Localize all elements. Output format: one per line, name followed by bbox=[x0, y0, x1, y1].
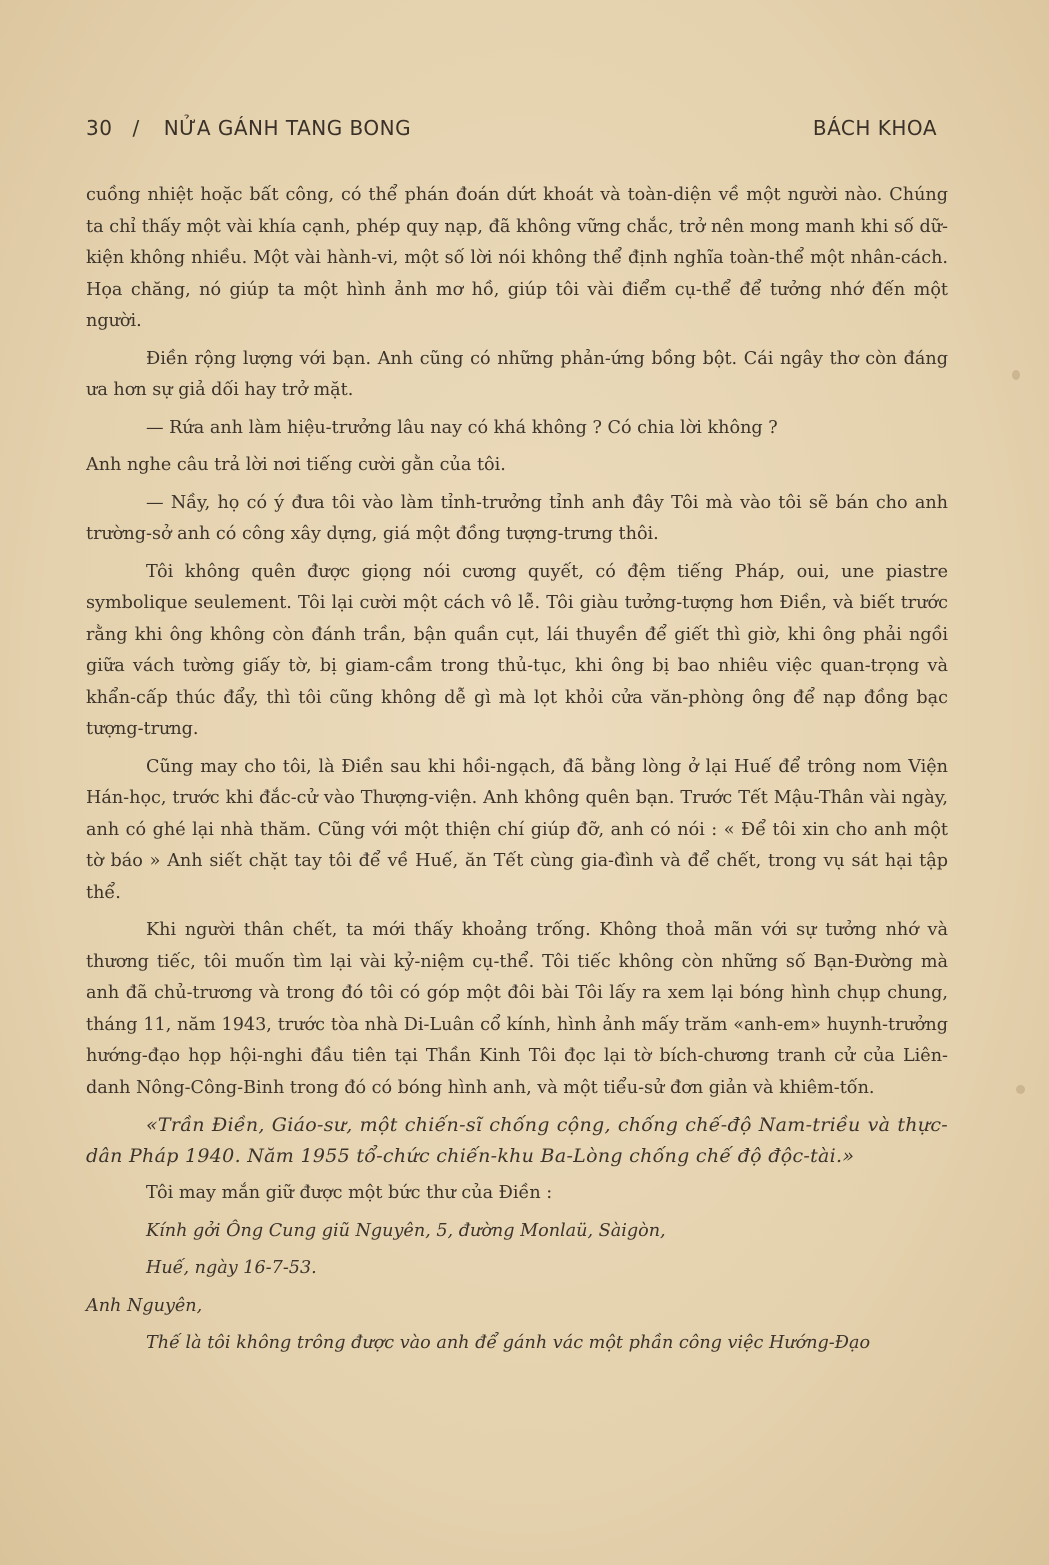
paper-stain bbox=[1016, 1085, 1025, 1094]
letter-text: Thế là tôi không trông được vào anh để gánh vác một phần công việc Hướng-Đạo bbox=[146, 1333, 871, 1353]
page-header bbox=[86, 116, 937, 140]
letter-address: Kính gởi Ông Cung giũ Nguyên, 5, đường Monlaü, Sàigòn, bbox=[146, 1220, 666, 1241]
page-number: 30 bbox=[86, 116, 113, 140]
dialogue-line: — Nầy, họ có ý đưa tôi vào làm tỉnh-trưởng tỉnh anh đây Tôi mà vào tôi sẽ bán cho anh trường-sở anh có công xây dựng, giá một đồng tượng-trưng thôi. bbox=[86, 492, 948, 544]
paragraph: Điền rộng lượng với bạn. Anh cũng có những phản-ứng bồng bột. Cái ngây thơ còn đáng ưa hơn sự giả dối hay trở mặt. bbox=[86, 348, 948, 400]
journal-name: BÁCH KHOA bbox=[812, 116, 937, 140]
paragraph: Cũng may cho tôi, là Điền sau khi hồi-ngạch, đã bằng lòng ở lại Huế để trông nom Viện Hán-học, trước khi đắc-cử vào Thượng-viện. Anh không quên bạn. Trước Tết Mậu-Thân vài ngày, anh có ghé lại nhà thăm. Cũng với một thiện chí giúp đỡ, anh có nói : « Để tôi xin cho anh một tờ báo » Anh siết chặt tay tôi để về Huế, ăn Tết cùng gia-đình và để chết, trong vụ sát hại tập thể. bbox=[86, 756, 948, 903]
article-body bbox=[86, 180, 948, 1364]
header-separator: / bbox=[132, 116, 140, 140]
dialogue-line: — Rứa anh làm hiệu-trưởng lâu nay có khá không ? Có chia lời không ? bbox=[146, 417, 778, 438]
paragraph: cuồng nhiệt hoặc bất công, có thể phán đoán dứt khoát và toàn-diện về một người nào. Chúng ta chỉ thấy một vài khía cạnh, phép quy nạp, đã không vững chắc, trở nên mong manh khi số dữ-kiện không nhiều. Một vài hành-vi, một số lời nói không thể định nghĩa toàn-thể một nhân-cách. Họa chăng, nó giúp ta một hình ảnh mơ hồ, giúp tôi vài điểm cụ-thể để tưởng nhớ đến một người. bbox=[86, 185, 948, 331]
letter-salutation: Anh Nguyên, bbox=[86, 1295, 203, 1316]
paragraph: Anh nghe câu trả lời nơi tiếng cười gằn của tôi. bbox=[86, 455, 506, 475]
paper-stain bbox=[1012, 370, 1020, 380]
letter-date: Huế, ngày 16-7-53. bbox=[146, 1258, 317, 1278]
biography-quote: «Trần Điền, Giáo-sư, một chiến-sĩ chống cộng, chống chế-độ Nam-triều và thực-dân Pháp 1940. Năm 1955 tổ-chức chiến-khu Ba-Lòng chống chế độ độc-tài.» bbox=[86, 1114, 948, 1167]
letter-intro: Tôi may mắn giữ được một bức thư của Điền : bbox=[146, 1183, 553, 1203]
article-title: NỬA GÁNH TANG BONG bbox=[163, 116, 412, 140]
paragraph: Khi người thân chết, ta mới thấy khoảng trống. Không thoả mãn với sự tưởng nhớ và thương tiếc, tôi muốn tìm lại vài kỷ-niệm cụ-thể. Tôi tiếc không còn những số Bạn-Đường mà anh đã chủ-trương và trong đó tôi có góp một đôi bài Tôi lấy ra xem lại bóng hình chụp chung, tháng 11, năm 1943, trước tòa nhà Di-Luân cổ kính, hình ảnh mấy trăm «anh-em» huynh-trưởng hướng-đạo họp hội-nghi đầu tiên tại Thần Kinh Tôi đọc lại tờ bích-chương tranh cử của Liên-danh Nông-Công-Binh trong đó có bóng hình anh, và một tiểu-sử đơn giản và khiêm-tốn. bbox=[86, 920, 948, 1098]
paragraph: Tôi không quên được giọng nói cương quyết, có đệm tiếng Pháp, oui, une piastre symbolique seulement. Tôi lại cười một cách vô lễ. Tôi giàu tưởng-tượng hơn Điền, và biết trước rằng khi ông không còn đánh trần, bận quần cụt, lái thuyền để giết thì giờ, khi ông phải ngồi giữa vách tường giấy tờ, bị giam-cầm trong thủ-tục, khi ông bị bao nhiêu việc quan-trọng và khẩn-cấp thúc đẩy, thì tôi cũng không dễ gì mà lọt khỏi cửa văn-phòng ông để nạp đồng bạc tượng-trưng. bbox=[86, 561, 948, 739]
